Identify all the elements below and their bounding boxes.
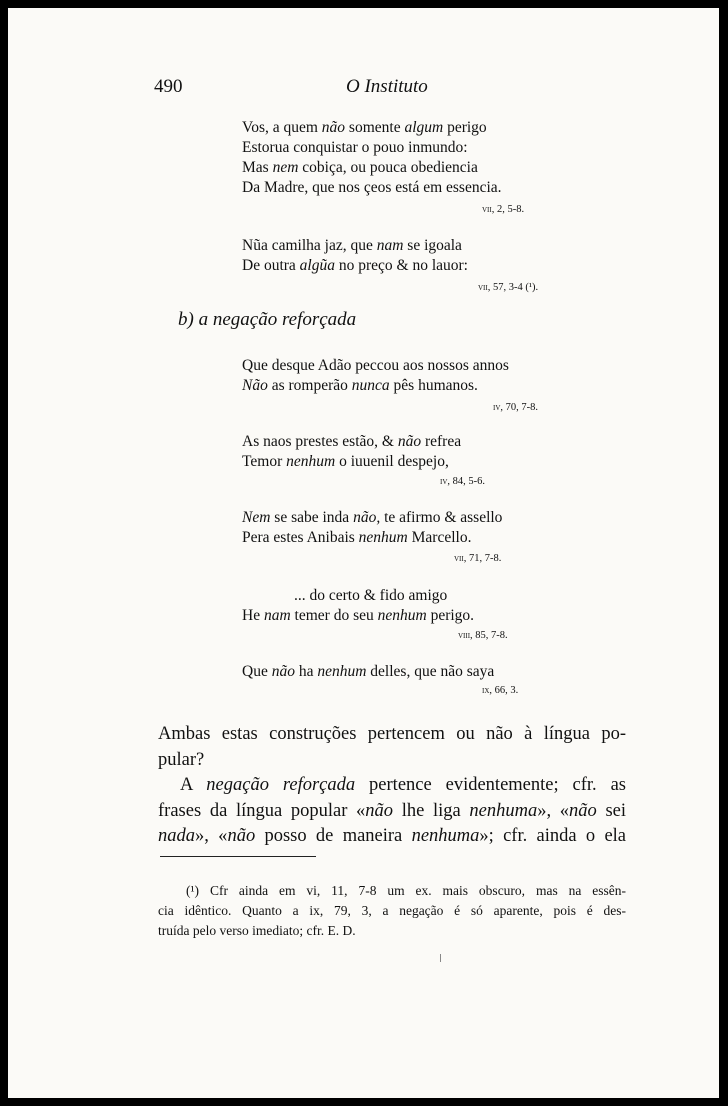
citation-ref: vii, 2, 5-8.	[482, 204, 525, 215]
citation-ref: ix, 66, 3.	[482, 685, 519, 696]
quote-2	[242, 236, 468, 276]
citation-ref: iv, 84, 5-6.	[440, 476, 486, 487]
quote-5	[242, 508, 502, 548]
running-title: O Instituto	[346, 76, 428, 97]
verse-line: De outra algũa no preço & no lauor:	[242, 257, 468, 274]
verse-line: Nem se sabe inda não, te afirmo & assello	[242, 509, 503, 526]
prose-line: frases da língua popular «não lhe liga nenhuma», «não sei	[158, 800, 627, 821]
footnote	[158, 881, 626, 941]
footnote-line: truída pelo verso imediato; cfr. E. D.	[158, 923, 356, 938]
section-heading: b) a negação reforçada	[178, 309, 357, 330]
quote-4	[242, 432, 461, 472]
citation-ref: vii, 57, 3-4 (¹).	[478, 282, 539, 293]
footnote-line: (¹) Cfr ainda em vi, 11, 7-8 um ex. mais obscuro, mas na essên-	[186, 883, 626, 898]
prose-line: A negação reforçada pertence evidentemente; cfr. as	[180, 775, 627, 795]
quote-6-line-1: ... do certo & fido amigo	[294, 587, 448, 604]
verse-line: Não as romperão nunca pês humanos.	[242, 377, 478, 394]
quote-6-line-2: He nam temer do seu nenhum perigo.	[242, 607, 475, 624]
verse-line: Pera estes Anibais nenhum Marcello.	[242, 529, 472, 546]
verse-line: Que não ha nenhum delles, que não saya	[242, 663, 495, 680]
verse-line: Estorua conquistar o pouo inmundo:	[242, 139, 468, 156]
verse-line: Vos, a quem não somente algum perigo	[242, 119, 487, 136]
book-page	[8, 8, 719, 1098]
page-number: 490	[154, 76, 183, 97]
verse-line: Temor nenhum o iuuenil despejo,	[242, 453, 449, 470]
verse-line: Mas nem cobiça, ou pouca obediencia	[242, 159, 478, 176]
citation-ref: viii, 85, 7-8.	[458, 630, 508, 641]
footnote-line: cia idêntico. Quanto a ix, 79, 3, a negação é só aparente, pois é des-	[158, 903, 626, 918]
quote-1	[242, 118, 502, 198]
prose-line: Ambas estas construções pertencem ou não à língua po-	[158, 724, 626, 744]
scan-mark	[440, 954, 441, 962]
verse-line: Nũa camilha jaz, que nam se igoala	[242, 237, 462, 254]
prose-line: pular?	[158, 749, 205, 770]
verse-line: Que desque Adão peccou aos nossos annos	[242, 357, 509, 374]
body-paragraph	[158, 722, 626, 850]
quote-3	[242, 356, 509, 396]
verse-line: Da Madre, que nos çeos está em essencia.	[242, 179, 502, 196]
citation-ref: iv, 70, 7-8.	[493, 402, 539, 413]
citation-ref: vii, 71, 7-8.	[454, 553, 502, 564]
prose-line: nada», «não posso de maneira nenhuma»; cfr. ainda o ela	[158, 826, 627, 846]
quote-7	[242, 662, 494, 682]
verse-line: As naos prestes estão, & não refrea	[242, 433, 462, 450]
footnote-divider	[160, 856, 316, 857]
